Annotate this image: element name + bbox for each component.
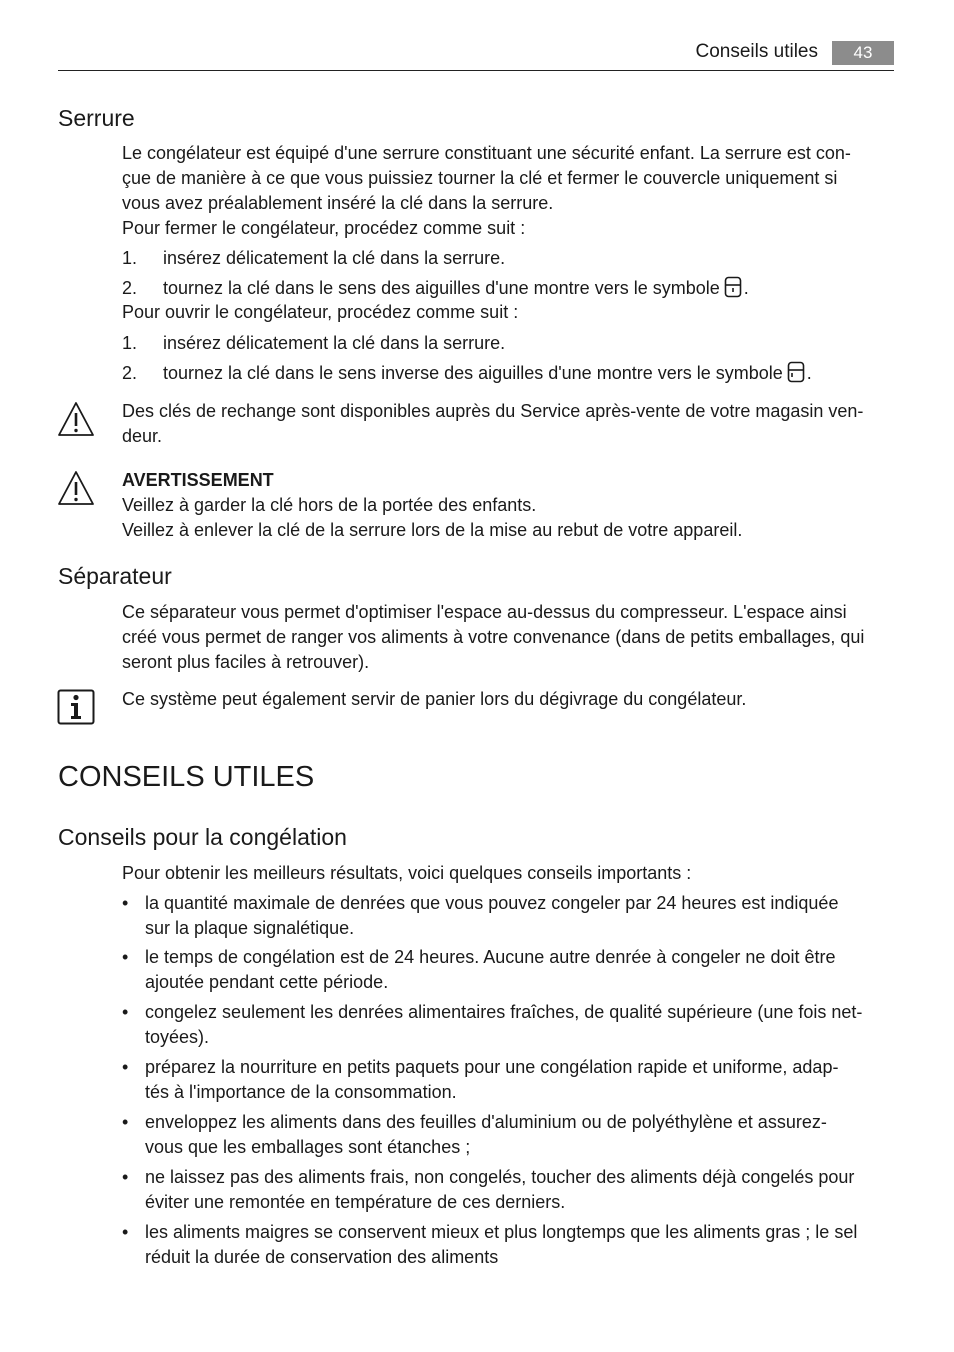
- close-step-2-number: 2.: [122, 278, 138, 298]
- list-item: les aliments maigres se conservent mieux et plus longtemps que les aliments gras ; le sel réduit la durée de conservation des aliments: [145, 1222, 858, 1267]
- list-item: congelez seulement les denrées alimentaires fraîches, de qualité supérieure (une fois net- toyées).: [145, 1002, 863, 1047]
- bullet-marker: •: [122, 893, 129, 913]
- close-step-1-text: insérez délicatement la clé dans la serrure.: [163, 248, 506, 268]
- close-step-2: tournez la clé dans le sens des aiguilles d'une montre vers le symbole .: [163, 276, 749, 305]
- info-icon: [57, 689, 95, 730]
- section-heading-congelation: Conseils pour la congélation: [58, 824, 347, 850]
- close-intro: Pour fermer le congélateur, procédez comme suit :: [122, 218, 526, 238]
- conseils-intro: Pour obtenir les meilleurs résultats, voici quelques conseils importants :: [122, 863, 692, 883]
- open-step-1-text: insérez délicatement la clé dans la serrure.: [163, 333, 506, 353]
- header-rule: [58, 70, 894, 71]
- open-step-1-number: 1.: [122, 333, 138, 353]
- list-item: la quantité maximale de denrées que vous pouvez congeler par 24 heures est indiquée sur la plaque signalétique.: [145, 893, 839, 938]
- list-item: ne laissez pas des aliments frais, non congelés, toucher des aliments déjà congelés pour éviter une remontée en température de ces derniers.: [145, 1167, 855, 1212]
- warning-triangle-icon: [57, 401, 95, 442]
- list-item: le temps de congélation est de 24 heures. Aucune autre denrée à congeler ne doit être ajoutée pendant cette période.: [145, 947, 836, 992]
- running-header-title: Conseils utiles: [695, 41, 818, 62]
- caution-note: Des clés de rechange sont disponibles auprès du Service après-vente de votre magasin ven- deur.: [122, 401, 864, 446]
- open-step-2-number: 2.: [122, 363, 138, 383]
- open-intro: Pour ouvrir le congélateur, procédez comme suit :: [122, 302, 519, 322]
- bullet-marker: •: [122, 1167, 129, 1187]
- bullet-marker: •: [122, 1112, 129, 1132]
- section-heading-separateur: Séparateur: [58, 563, 172, 589]
- bullet-marker: •: [122, 1057, 129, 1077]
- list-item: enveloppez les aliments dans des feuilles d'aluminium ou de polyéthylène et assurez- vous que les emballages sont étanches ;: [145, 1112, 827, 1157]
- bullet-marker: •: [122, 947, 129, 967]
- separateur-text: Ce séparateur vous permet d'optimiser l'espace au-dessus du compresseur. L'espace ainsi créé vous permet de ranger vos aliments à votre convenance (dans de petits emballages, qui seront plus faciles à retrouver).: [122, 602, 865, 672]
- lock-open-icon: [787, 361, 805, 390]
- section-heading-serrure: Serrure: [58, 105, 135, 131]
- close-step-1-number: 1.: [122, 248, 138, 268]
- list-item: préparez la nourriture en petits paquets pour une congélation rapide et uniforme, adap- tés à l'importance de la consommation.: [145, 1057, 839, 1102]
- warning-title: AVERTISSEMENT: [122, 470, 274, 490]
- bullet-marker: •: [122, 1002, 129, 1022]
- serrure-intro: Le congélateur est équipé d'une serrure constituant une sécurité enfant. La serrure est con- çue de manière à ce que vous puissiez tourner la clé et fermer le couvercle uniquement si vous avez préalablement inséré la clé dans la serrure. Pour fermer le congélateur, procédez comme suit :: [122, 141, 896, 241]
- warning-note: AVERTISSEMENT Veillez à garder la clé hors de la portée des enfants. Veillez à enlever la clé de la serrure lors de la mise au rebut de votre appareil.: [122, 468, 896, 543]
- open-step-2: tournez la clé dans le sens inverse des aiguilles d'une montre vers le symbole .: [163, 361, 812, 390]
- page-number: 43: [832, 41, 894, 65]
- warning-triangle-icon: [57, 470, 95, 511]
- chapter-title: CONSEILS UTILES: [58, 761, 315, 793]
- bullet-marker: •: [122, 1222, 129, 1242]
- info-note: Ce système peut également servir de panier lors du dégivrage du congélateur.: [122, 689, 747, 709]
